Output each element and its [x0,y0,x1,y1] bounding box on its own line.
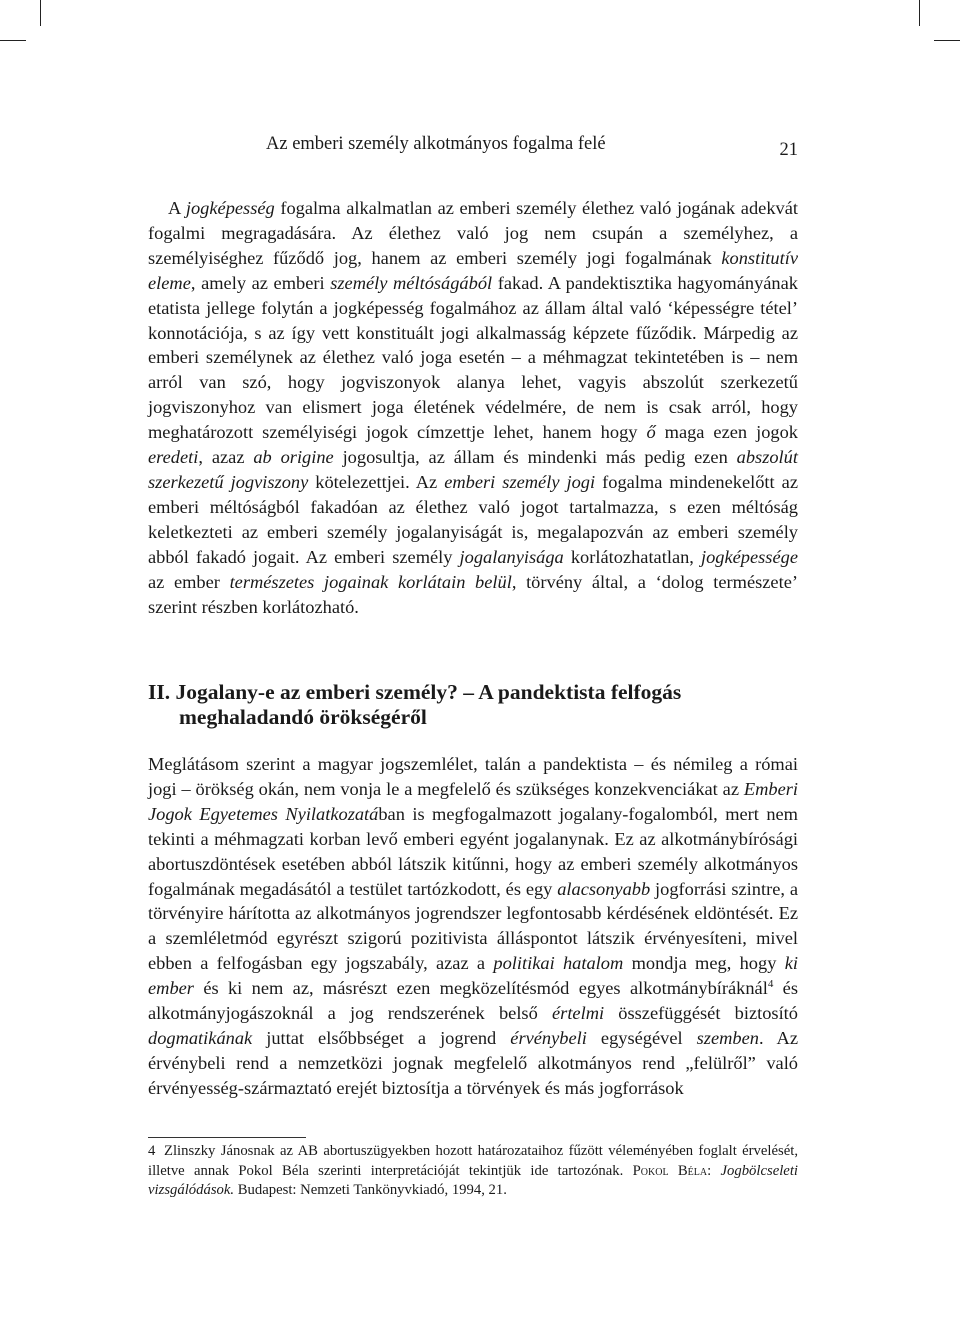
section-heading-line-1: II. Jogalany-e az emberi személy? – A pandektista felfogás [148,680,682,704]
crop-mark-top-left [40,0,41,26]
text-run: fakad. A pandektisztika hagyományának etatista jellege folytán a jogképesség fogalmához az állam által való ‘képességre tétel’ konnotációja, s az így vett konstituált jogi alkalmasság képzete fűződik. Márpedig az emberi személynek az élethez való joga esetén – a méhmagzat tekintetében is – nem arról van szó, hogy jogviszonyok alanya lehet, vagyis abszolút szerkezetű jogviszonyhoz van elismert joga életének védelmére, de nem is csak arról, hogy meghatározott személyiségi jogok címzettje lehet, hanem hogy [148,272,798,443]
crop-mark-right [934,40,960,41]
footnote-separator [148,1137,306,1138]
footnote-reference: 4 [767,978,774,991]
text-run: fogalma mindenekelőtt az emberi méltóságból fakadóan az élethez való jogot tartalmazza, s ezen méltóság keletkezteti az emberi személy jogalanyiságát is, megalapozván az emberi személy abból fakadó jogait. Az emberi személy [148,471,798,567]
emphasis-text: dogmatikának [148,1027,253,1048]
section-heading-line-2: meghaladandó örökségéről [179,705,427,729]
text-run: . Az érvénybeli rend a nemzetközi jognak megfelelő alkotmányos rend „felülről” való érvényesség-származtató erejét biztosítja a törvények és más jogforrások [148,1027,798,1098]
text-run: Meglátásom szerint a magyar jogszemlélet, talán a pandektista – és némileg a római jogi – örökség okán, nem vonja le a megfelelő és szükséges konzekvenciákat az [148,754,798,799]
text-run: fogalma alkalmatlan az emberi személy élethez való jogának adekvát fogalmi megragadására. Az élethez való jog nem csupán a személyhez, a személyiséghez fűződő jog, hanem az emberi személy jogi fogalmának [148,198,798,268]
text-run: mondja meg, hogy [623,953,785,974]
text-run: maga ezen jogok [655,422,798,443]
text-run: korlátozhatatlan, [563,546,701,567]
text-run: ban is megfogalmazott jogalany-fogalomból, mert nem tekinti a méhmagzati korban levő emberi egyént jogalanynak. Ez az alkotmánybírósági abortuszdöntések esetében abból látszik kitűnni, hogy az emberi személy alkotmányos fogalmának megadásától a testület tartózkodott, és egy [148,803,798,899]
crop-mark-top-right [919,0,920,26]
text-run: A [168,198,186,218]
text-run: jogforrási szintre, a törvényire hárította az alkotmányos jogrendszer legfontosabb kérdésének eldöntését. Ez a szemléletmód egyrészt szigorú pozitivista álláspontot látszik érvényesíteni, mivel ebben a felfogásban egy jogszabály, azaz a [148,878,798,974]
emphasis-text: jogképessége [700,546,798,567]
emphasis-text: természetes jogainak korlátain belül [229,571,512,592]
emphasis-text: értelmi [552,1003,605,1024]
emphasis-text: Emberi Jogok Egyetemes Nyilatkozatá [148,778,798,824]
text-run: , amely az emberi [190,272,331,293]
section-heading [148,680,798,730]
text-run: összefüggését biztosító [604,1003,798,1024]
emphasis-text: ki ember [148,953,798,999]
footnote-number: 4 [148,1143,156,1159]
emphasis-text: jogalanyisága [459,546,564,567]
text-run: az ember [148,571,230,592]
emphasis-text: szemben [696,1027,759,1048]
text-run: egységével [586,1027,697,1048]
page-number: 21 [779,140,798,160]
text-run: és ki nem az, másrészt ezen megközelítésmód egyes alkotmánybíráknál [193,978,768,999]
emphasis-text: Jogbölcseleti vizsgálódások. [148,1162,798,1198]
emphasis-text: konstitutív eleme [148,247,798,293]
text-run: Zlinszky Jánosnak az AB abortuszügyekben hozott határozataihoz fűzött véleményében foglalt érvelését, illetve annak Pokol Béla szerinti interpretációját tekintjük ide tartozónak. [148,1143,798,1179]
emphasis-text: jogképesség [185,198,275,218]
paragraph-2 [148,752,798,1101]
footnote-text [148,1143,798,1198]
emphasis-text: ő [646,422,656,443]
footnote [148,1142,798,1201]
crop-mark-left [0,40,26,41]
emphasis-text: abszolút szerkezetű jogviszony [148,447,798,492]
paragraph-1 [148,196,798,619]
emphasis-text: érvénybeli [510,1027,587,1048]
text-run: : [707,1162,721,1179]
text-run: , törvény által, a ‘dolog természete’ szerint részben korlátozható. [148,571,798,617]
text-run: Pokol Béla [632,1162,708,1179]
emphasis-text: politikai hatalom [493,953,624,974]
emphasis-text: emberi személy jogi [444,471,596,492]
emphasis-text: személy méltóságából [330,272,493,293]
emphasis-text: alacsonyabb [557,878,651,899]
text-run: jogosultja, az állam és mindenki más pedig ezen [333,447,737,468]
running-title: Az emberi személy alkotmányos fogalma felé [266,134,606,154]
emphasis-text: eredeti [148,447,199,468]
text-run: kötelezettjei. Az [308,471,445,492]
text-run: és alkotmányjogászoknál a jog rendszerének belső [148,978,798,1024]
page-header [148,134,798,158]
emphasis-text: ab origine [253,447,334,468]
text-run: , azaz [198,447,254,468]
text-run: Budapest: Nemzeti Tankönyvkiadó, 1994, 21. [234,1182,507,1198]
text-run: juttat elsőbbséget a jogrend [252,1027,511,1048]
